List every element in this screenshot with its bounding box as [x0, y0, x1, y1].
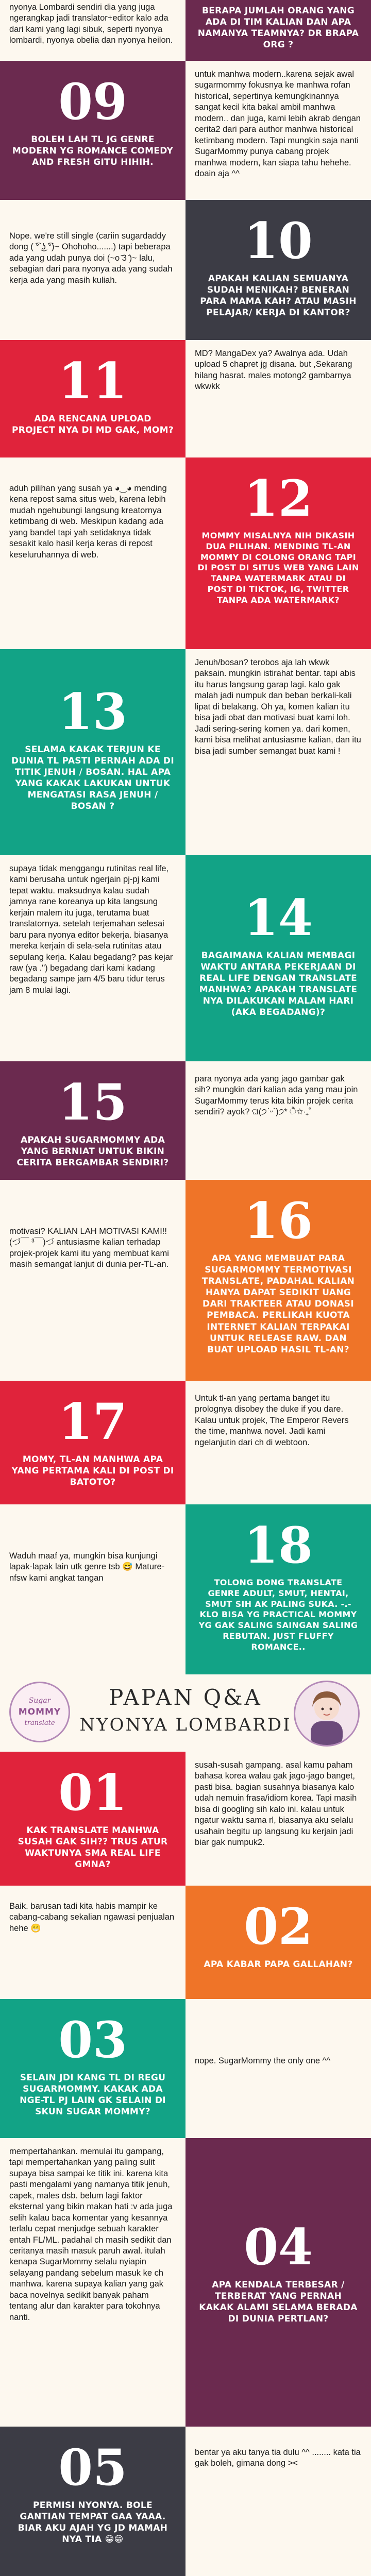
question-number: 15	[58, 1073, 127, 1131]
question-text: APAKAH KALIAN SEMUANYA SUDAH MENIKAH? BENERAN PARA MAMA KAH? ATAU MASIH PELAJAR/ KERJA DI KANTOR?	[200, 274, 357, 318]
question-text: APA KABAR PAPA GALLAHAN?	[204, 1959, 353, 1970]
qa-item-09	[0, 61, 371, 200]
answer-text: motivasi? KALIAN LAH MOTIVASI KAMI!! (づ￣ ³￣)づ antusiasme kalian terhadap projek-projek kami itu yang membuat kami masih semangat lanjut di dunia per-TL-an.	[9, 1227, 169, 1269]
answer-text: Nope. we're still single (cariin sugardaddy dong ( ͡° ͜ʖ ͡°)~ Ohohoho.......) tapi beberapa ada yang udah punya doi (~o ̄3 ̄)~ lalu, sebagian dari para nyonya ada yang sudah kerja ada yang masih kuliah.	[9, 231, 173, 285]
question-card	[185, 855, 371, 1061]
sugarmommy-logo: Sugar MOMMY translate	[9, 1682, 70, 1742]
question-number: 09	[58, 73, 127, 131]
question-number: 10	[244, 212, 313, 270]
question-number: 18	[244, 1516, 313, 1574]
qa-item-10	[0, 200, 371, 340]
question-card	[185, 1886, 371, 1999]
answer-text: Baik. barusan tadi kita habis mampir ke cabang-cabang sekalian ngawasi penjualan hehe 😁	[9, 1902, 175, 1933]
qa2-item-01	[0, 1752, 371, 1886]
qa-item-11	[0, 340, 371, 457]
question-text: BAGAIMANA KALIAN MEMBAGI WAKTU ANTARA PEKERJAAN DI REAL LIFE DENGAN TRANSLATE MANHWA? APAKAH TRANSLATE NYA DILAKUKAN MALAM HARI (AKA BEGADANG)?	[199, 951, 358, 1018]
answer-text: supaya tidak menggangu rutinitas real life, kami berusaha untuk ngerjain pj-pj kami tepat waktu. maksudnya kalau sudah jamnya rane koreanya up kita langsung kerjain malem itu juga, terutama buat translatornya. setelah terjemahan selesai baru para nyonya editor bekerja. biasanya mereka kerjain di sela-sela rutinitas atau sepulang kerja. Kalau begadang? pas kejar raw (ya .") begadang dari kami kadang begadang sampe jam 4/5 baru tidur terus jam 8 mulai lagi.	[9, 864, 173, 995]
question-text: BERAPA JUMLAH ORANG YANG ADA DI TIM KALIAN DAN APA NAMANYA TEAMNYA? DR BRAPA ORG ?	[197, 6, 359, 50]
answer-text: nope. SugarMommy the only one ^^	[195, 2056, 331, 2065]
question-card	[0, 1999, 185, 2138]
question-card	[0, 1061, 185, 1180]
board-subtitle: NYONYA LOMBARDI	[79, 1715, 292, 1735]
qa-item-12	[0, 457, 371, 649]
question-card	[185, 200, 371, 340]
character-avatar	[294, 1681, 360, 1747]
qa-item-16	[0, 1180, 371, 1381]
answer-text: untuk manhwa modern..karena sejak awal sugarmommy fokusnya ke manhwa rofan historical, sepertinya kemungkinannya sangat kecil kita bakal ambil manhwa modern.. dan juga, kami lebih akrab dengan cerita2 dari para author manhwa historical ketimbang modern. Tapi mungkin saja nanti SugarMommy punya cabang projek manhwa modern, kan siapa tahu hehehe. doain aja ^^	[195, 70, 361, 178]
answer-text: susah-susah gampang. asal kamu paham bahasa korea walau gak jago-jago banget, pasti bisa. bagian susahnya biasanya kalo udah nemuin frasa/idiom korea. Tapi masih bisa di googling sih kalo ini. kalau untuk ngatur waktu sama rl, biasanya aku selalu usahain begitu up langsung ku kerjain jadi biar gak numpuk2.	[195, 1760, 357, 1848]
question-text: MOMMY MISALNYA NIH DIKASIH DUA PILIHAN. MENDING TL-AN MOMMY DI COLONG ORANG TAPI DI POST DI SITUS WEB YANG LAIN TANPA WATERMARK ATAU DI POST DI TIKTOK, IG, TWITTER TANPA ADA WATERMARK?	[197, 531, 359, 605]
question-card	[0, 340, 185, 457]
question-number: 12	[244, 469, 313, 528]
question-text: APA YANG MEMBUAT PARA SUGARMOMMY TERMOTIVASI TRANSLATE, PADAHAL KALIAN HANYA DAPAT SEDIKIT UANG DARI TRAKTEER ATAU DONASI PEMBACA. PERLIKAH KUOTA INTERNET KALIAN TERPAKAI UNTUK RELEASE RAW. DAN BUAT UPLOAD HASIL TL-AN?	[201, 1253, 355, 1355]
qa2-item-02	[0, 1886, 371, 1999]
question-text: BOLEH LAH TL JG GENRE MODERN YG ROMANCE COMEDY AND FRESH GITU HIHIH.	[12, 134, 174, 168]
question-text: PERMISI NYONYA. BOLE GANTIAN TEMPAT GAA YAAA. BIAR AKU AJAH YG JD MAMAH NYA TIA 😁😁	[18, 2500, 168, 2545]
qa2-item-03	[0, 1999, 371, 2138]
answer-text: Jenuh/bosan? terobos aja lah wkwk paksain. mungkin istirahat bentar. tapi abis itu harus langsung garap lagi. kalo gak malah jadi numpuk dan beban berkali-kali lipat di belakang. Oh ya, komen kalian itu bisa jadi obat dan motivasi buat kami loh. Jadi sering-sering komen ya. dari komen, kami bisa melihat antusiasme kalian, dan itu bisa jadi sumber semangat buat kami !	[195, 658, 361, 756]
question-number: 02	[244, 1897, 313, 1956]
question-number: 16	[244, 1192, 313, 1250]
question-number: 13	[58, 683, 127, 741]
question-card	[0, 649, 185, 855]
answer-text: mempertahankan. memulai itu gampang, tapi mempertahankan yang paling sulit supaya bisa sampai ke titik ini. karena kita pasti mengalami yang namanya titik jenuh, capek, males dsb. belum lagi faktor eksternal yang bikin makan hati :v ada juga selih kalau baca komentar yang kesannya terlalu cepat menjudge sebuah karakter entah FL/ML. padahal ch masih sedikit dan ceritanya masih masuk paruh awal. itulah kenapa SugarMommy selalu nyiapin selayang pandang sebelum masuk ke ch manhwa. karena supaya kalian yang gak baca novelnya sedikit banyak paham tentang alur dan karakter para tokohnya nanti.	[9, 2147, 173, 2322]
question-card	[0, 1381, 185, 1504]
question-text: SELAIN JDI KANG TL DI REGU SUGARMOMMY. KAKAK ADA NGE-TL PJ LAIN GK SELAIN DI SKUN SUGAR MOMMY?	[20, 2073, 166, 2117]
question-card	[0, 2427, 185, 2576]
answer-text: nyonya Lombardi sendiri dia yang juga ngerangkap jadi translator+editor kalo ada dari kami yang lagi sibuk, seperti nyonya lombardi, nyonya obelia dan nyonya heilon.	[9, 3, 173, 45]
board-title: PAPAN Q&A	[109, 1685, 262, 1710]
question-text: ADA RENCANA UPLOAD PROJECT NYA DI MD GAK, MOM?	[11, 414, 174, 436]
question-card	[185, 1504, 371, 1674]
answer-text: bentar ya aku tanya tia dulu ^^ ........ kata tia gak boleh, gimana dong ><	[195, 2448, 361, 2468]
question-number: 14	[244, 889, 313, 947]
question-card	[0, 61, 185, 200]
question-card	[185, 2138, 371, 2427]
question-card	[185, 457, 371, 649]
question-text: APAKAH SUGARMOMMY ADA YANG BERNIAT UNTUK BIKIN CERITA BERGAMBAR SENDIRI?	[16, 1135, 169, 1168]
question-text: MOMY, TL-AN MANHWA APA YANG PERTAMA KALI DI POST DI BATOTO?	[11, 1454, 174, 1488]
question-number: 04	[244, 2218, 313, 2276]
question-text: KAK TRANSLATE MANHWA SUSAH GAK SIH?? TRUS ATUR WAKTUNYA SMA REAL LIFE GMNA?	[18, 1825, 168, 1870]
answer-text: MD? MangaDex ya? Awalnya ada. Udah upload 5 chapret jg disana. but ,Sekarang hilang hasrat. males motong2 gambarnya wkwkk	[195, 349, 352, 392]
qa-item-17	[0, 1381, 371, 1504]
question-number: 05	[58, 2438, 127, 2497]
answer-text: aduh pilihan yang susah ya ◕‿◕ mending kena repost sama situs web, karena lebih mudah ngehubungi langsung kreatornya ketimbang di web. Meskipun kadang ada yang bandel tapi yah setidaknya tidak sesakit kalo hasil kerja keras di repost keseluruhannya di web.	[9, 484, 167, 560]
answer-text: Waduh maaf ya, mungkin bisa kunjungi lapak-lapak lain utk genre tsb 😅 Mature-nfsw kami angkat tangan	[9, 1551, 165, 1583]
question-card	[185, 0, 371, 61]
qa2-item-04	[0, 2138, 371, 2427]
question-number: 03	[58, 2011, 127, 2069]
question-text: APA KENDALA TERBESAR / TERBERAT YANG PERNAH KAKAK ALAMI SELAMA BERADA DI DUNIA PERTLAN?	[199, 2280, 358, 2325]
qa-item-08	[0, 0, 371, 61]
qa-item-15	[0, 1061, 371, 1180]
board-header	[0, 1674, 371, 1752]
qa2-item-05	[0, 2427, 371, 2576]
question-number: 01	[58, 1764, 127, 1822]
question-card	[0, 1752, 185, 1886]
answer-text: Untuk tl-an yang pertama banget itu prolognya disobey the duke if you dare. Kalau untuk projek, The Emperor Revers the time, manhwa novel. Jadi kami ngelanjutin dari ch di webtoon.	[195, 1394, 349, 1447]
question-text: SELAMA KAKAK TERJUN KE DUNIA TL PASTI PERNAH ADA DI TITIK JENUH / BOSAN. HAL APA YANG KAKAK LAKUKAN UNTUK MENGATASI RASA JENUH / BOSAN ?	[11, 744, 174, 812]
qa-item-13	[0, 649, 371, 855]
question-number: 11	[58, 352, 127, 410]
qa-item-14	[0, 855, 371, 1061]
answer-text: para nyonya ada yang jago gambar gak sih? mungkin dari kalian ada yang mau join SugarMommy terus kita bikin projek cerita sendiri? ayok? ଘ(੭ˊᵕˋ)੭* ੈ✩‧₊˚	[195, 1074, 358, 1117]
question-text: TOLONG DONG TRANSLATE GENRE ADULT, SMUT, HENTAI, SMUT SIH AK PALING SUKA. -.- KLO BISA YG PRACTICAL MOMMY YG GAK SALING SAINGAN SALING REBUTAN. JUST FLUFFY ROMANCE..	[198, 1578, 358, 1652]
question-card	[185, 1180, 371, 1381]
qa-item-18	[0, 1504, 371, 1674]
question-number: 17	[58, 1393, 127, 1451]
